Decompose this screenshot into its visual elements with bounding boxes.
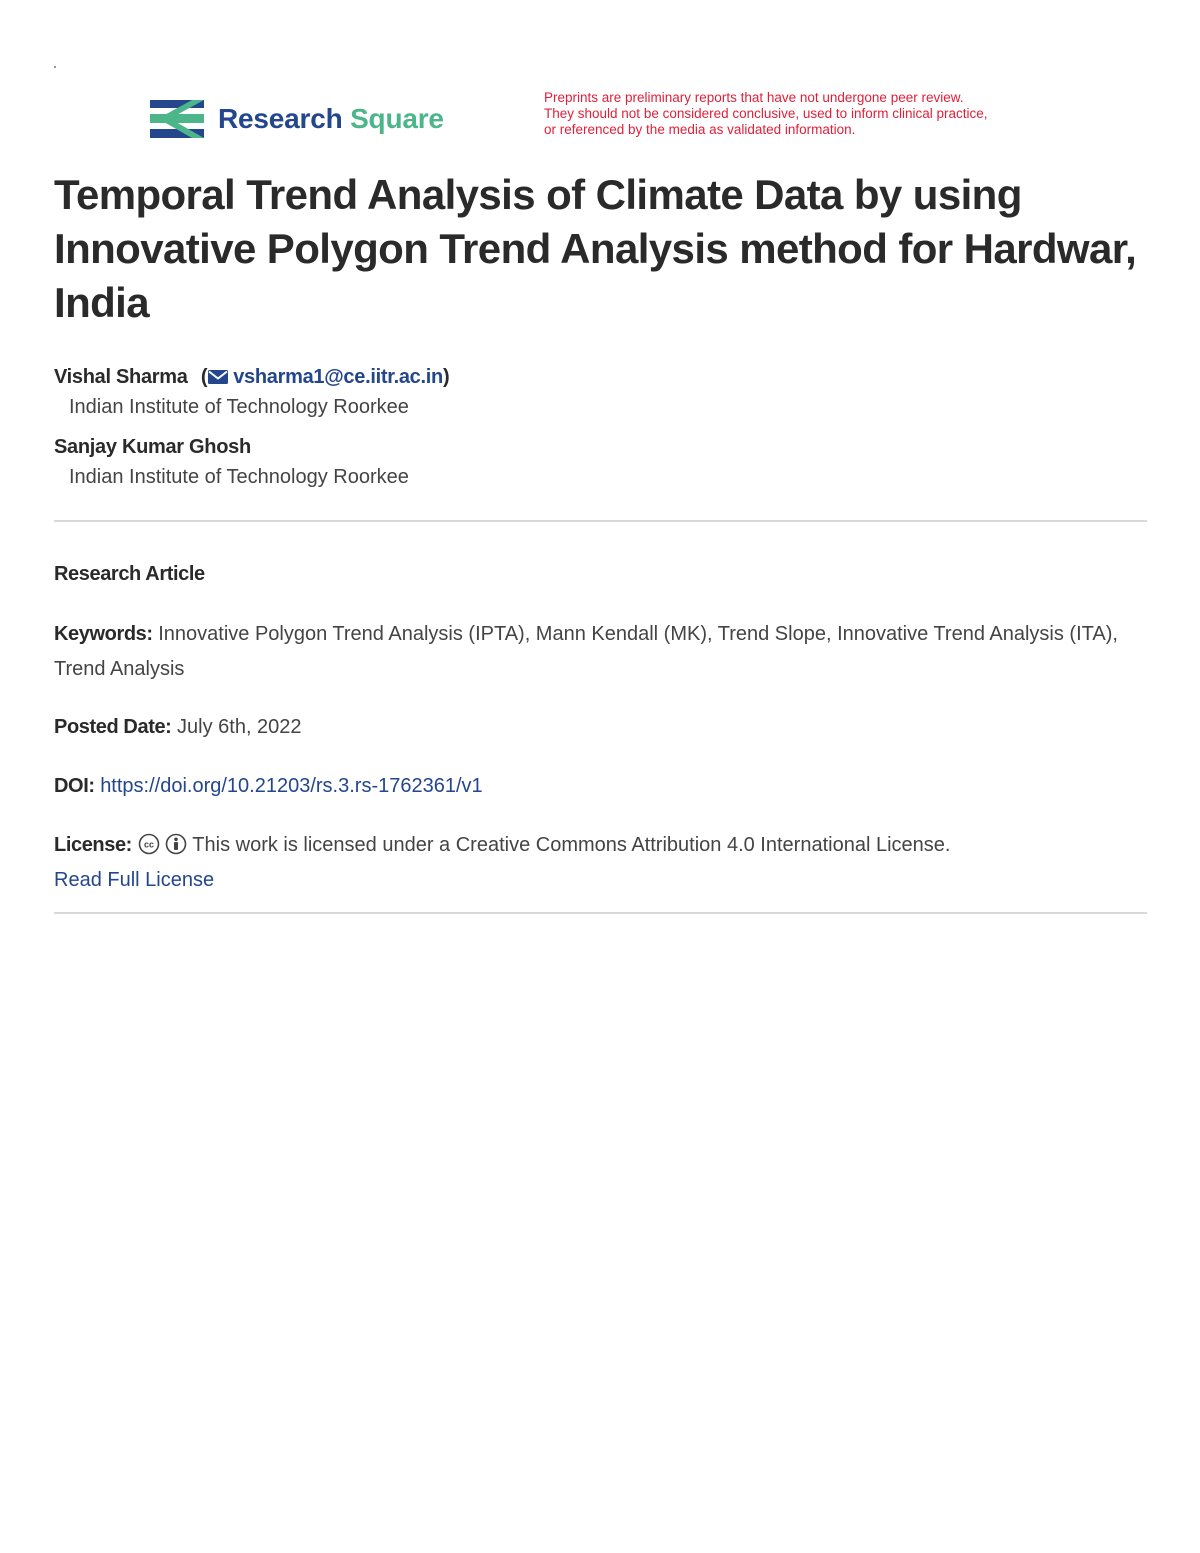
author-line — [54, 362, 1144, 392]
posted-date-value: July 6th, 2022 — [177, 716, 302, 738]
research-square-logo-icon — [148, 96, 206, 142]
author-name: Sanjay Kumar Ghosh — [54, 436, 251, 458]
disclaimer-line: They should not be considered conclusive, used to inform clinical practice, — [544, 106, 988, 121]
header — [148, 90, 1068, 152]
logo-word-square: Square — [350, 103, 444, 134]
article-type — [54, 557, 1147, 592]
author-line — [54, 432, 1144, 462]
cc-by-icon — [165, 833, 187, 855]
author-name: Vishal Sharma — [54, 366, 188, 388]
author-affiliation: Indian Institute of Technology Roorkee — [69, 396, 409, 418]
svg-text:cc: cc — [143, 839, 154, 850]
author-list — [54, 362, 1144, 502]
posted-date — [54, 710, 1147, 745]
research-square-logo[interactable] — [148, 96, 444, 142]
read-full-license-link[interactable]: Read Full License — [54, 869, 215, 891]
doi — [54, 769, 1147, 804]
divider — [54, 912, 1147, 914]
disclaimer-line: or referenced by the media as validated information. — [544, 122, 856, 137]
author-email-link[interactable] — [207, 366, 443, 388]
posted-date-label: Posted Date: — [54, 716, 172, 738]
article-type-label: Research Article — [54, 563, 205, 585]
page-mark — [54, 66, 56, 68]
license-label: License: — [54, 834, 132, 856]
logo-word-research: Research — [218, 103, 343, 134]
author-email-wrapper: ( vsharma1@ce.iitr.ac.in) — [200, 366, 450, 388]
keywords-label: Keywords: — [54, 623, 153, 645]
paper-title: Temporal Trend Analysis of Climate Data by using Innovative Polygon Trend Analysis method for Hardwar, India — [54, 171, 1137, 326]
keywords — [54, 617, 1147, 687]
license-text: This work is licensed under a Creative Commons Attribution 4.0 International License. — [192, 834, 951, 856]
logo-text — [218, 103, 444, 135]
divider — [54, 520, 1147, 522]
disclaimer-line: Preprints are preliminary reports that have not undergone peer review. — [544, 90, 964, 105]
doi-label: DOI: — [54, 775, 95, 797]
keywords-value: Innovative Polygon Trend Analysis (IPTA), Mann Kendall (MK), Trend Slope, Innovative Trend Analysis (ITA), Trend Analysis — [54, 623, 1118, 680]
doi-link[interactable]: https://doi.org/10.21203/rs.3.rs-1762361/v1 — [100, 775, 483, 797]
author-email: vsharma1@ce.iitr.ac.in — [233, 366, 443, 388]
cc-icon — [138, 833, 160, 855]
license — [54, 828, 1147, 898]
preprint-disclaimer — [544, 90, 1084, 138]
author-affiliation: Indian Institute of Technology Roorkee — [69, 466, 409, 488]
mail-icon — [207, 369, 229, 385]
